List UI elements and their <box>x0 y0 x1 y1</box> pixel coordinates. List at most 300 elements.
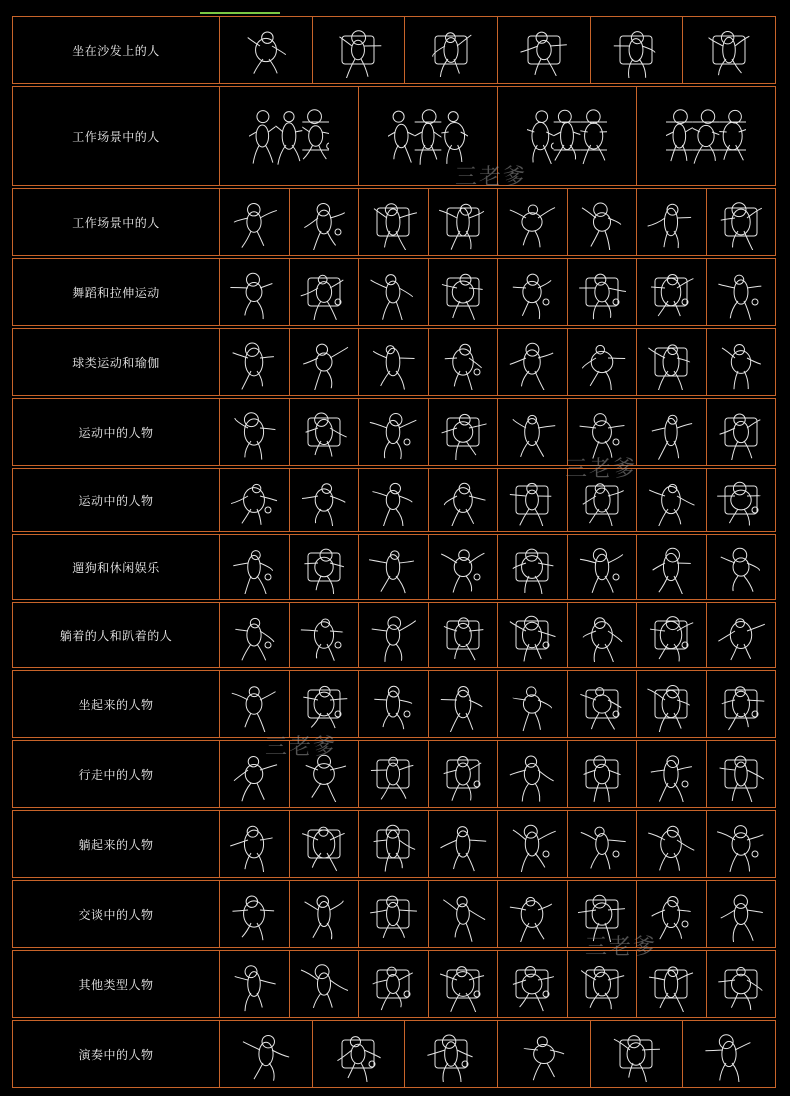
leisure-figure-icon <box>711 540 771 594</box>
desk-group-icon <box>714 110 752 160</box>
talking-figure-icon <box>443 897 485 942</box>
catalog-row <box>12 534 776 600</box>
reclining-figure-icon <box>581 827 626 869</box>
walking-figure-icon <box>711 746 771 802</box>
misc-figure-icon <box>649 967 693 1013</box>
figure-cell <box>428 328 499 396</box>
desk-group-icon <box>666 92 746 180</box>
reclining-figure-icon <box>294 816 354 872</box>
figure-cell <box>497 534 568 600</box>
figure-cell <box>358 880 429 948</box>
catalog-row <box>12 398 776 466</box>
seated-figure-icon <box>375 686 412 729</box>
desk-figure-icon <box>582 203 621 251</box>
catalog-row <box>12 1020 776 1088</box>
figure-cell <box>706 188 777 256</box>
lying-figure-icon <box>711 608 771 662</box>
figure-cell <box>312 1020 406 1088</box>
figure-cell <box>428 602 499 668</box>
figure-cell <box>497 1020 591 1088</box>
desk-group-icon <box>388 92 468 180</box>
sport-figure-icon <box>711 474 771 526</box>
sport-figure-icon <box>510 483 551 526</box>
seated-figure-icon <box>232 687 276 733</box>
figure-cell <box>219 468 290 532</box>
sport-figure-icon <box>225 474 285 526</box>
sport-figure-icon <box>572 404 632 460</box>
yoga-figure-icon <box>294 334 354 390</box>
misc-figure-icon <box>572 956 632 1012</box>
figure-cell <box>219 16 313 84</box>
catalog-row <box>12 16 776 84</box>
musician-figure-icon <box>428 1035 473 1083</box>
figure-cell <box>567 602 638 668</box>
leisure-figure-icon <box>433 540 493 594</box>
reclining-figure-icon <box>302 827 344 871</box>
lying-figure-icon <box>510 616 556 661</box>
misc-figure-icon <box>433 956 493 1012</box>
sport-figure-icon <box>583 484 624 529</box>
desk-figure-icon <box>711 194 771 250</box>
dance-figure-icon <box>442 274 483 320</box>
musician-figure-icon <box>318 1026 398 1082</box>
musician-figure-icon <box>243 1035 289 1080</box>
reclining-figure-icon <box>364 816 424 872</box>
sport-figure-icon <box>649 484 694 526</box>
reclining-figure-icon <box>230 826 272 873</box>
desk-group-icon <box>657 110 700 161</box>
talking-figure-icon <box>572 886 632 942</box>
figure-cell <box>497 950 568 1018</box>
desk-figure-icon <box>304 203 344 250</box>
catalog-row <box>12 468 776 532</box>
seated-figure-icon <box>303 686 347 728</box>
dance-figure-icon <box>433 264 493 320</box>
yoga-figure-icon <box>233 343 274 390</box>
talking-figure-icon <box>642 886 702 942</box>
dance-figure-icon <box>579 274 626 319</box>
leisure-figure-icon <box>225 540 285 594</box>
walking-figure-icon <box>225 746 285 802</box>
sport-figure-icon <box>433 404 493 460</box>
figure-cell <box>428 398 499 466</box>
sport-figure-icon <box>370 414 416 460</box>
talking-figure-icon <box>304 896 343 939</box>
sport-figure-icon <box>444 483 485 527</box>
walking-figure-icon <box>294 746 354 802</box>
reclining-figure-icon <box>503 816 563 872</box>
figure-cell <box>497 810 568 878</box>
lying-figure-icon <box>583 618 622 664</box>
desk-figure-icon <box>648 204 691 248</box>
figure-cell <box>497 258 568 326</box>
lying-figure-icon <box>572 608 632 662</box>
reclining-figure-icon <box>572 816 632 872</box>
sport-figure-icon <box>231 484 277 524</box>
figure-cell <box>567 670 638 738</box>
leisure-figure-icon <box>304 549 344 594</box>
row-label: 球类运动和瑜伽 <box>12 328 220 396</box>
figure-cell <box>590 1020 684 1088</box>
sofa-figure-icon <box>411 22 491 78</box>
sport-figure-icon <box>364 404 424 460</box>
misc-figure-icon <box>711 956 771 1012</box>
catalog-row <box>12 880 776 948</box>
figure-cell <box>567 810 638 878</box>
catalog-row <box>12 258 776 326</box>
figure-cell <box>567 188 638 256</box>
figure-cell <box>497 188 568 256</box>
talking-figure-icon <box>233 896 275 940</box>
walking-figure-icon <box>503 746 563 802</box>
yoga-figure-icon <box>572 334 632 390</box>
sport-figure-icon <box>302 484 345 529</box>
dance-figure-icon <box>572 264 632 320</box>
misc-figure-icon <box>503 956 563 1012</box>
desk-group-icon <box>543 110 588 160</box>
leisure-figure-icon <box>503 540 563 594</box>
dance-figure-icon <box>651 275 693 317</box>
figure-cell <box>636 86 776 186</box>
yoga-figure-icon <box>433 334 493 390</box>
walking-figure-icon <box>651 756 692 803</box>
yoga-figure-icon <box>642 334 702 390</box>
sofa-figure-icon <box>520 32 566 76</box>
desk-figure-icon <box>572 194 632 250</box>
lying-figure-icon <box>372 617 416 662</box>
figure-cell <box>567 950 638 1018</box>
sport-figure-icon <box>503 404 563 460</box>
desk-figure-icon <box>510 205 555 247</box>
leisure-figure-icon <box>642 540 702 594</box>
figure-cell <box>636 328 707 396</box>
misc-figure-icon <box>513 966 554 1011</box>
figure-cell <box>219 1020 313 1088</box>
musician-figure-icon <box>226 1026 306 1082</box>
seated-figure-icon <box>648 686 690 733</box>
dance-figure-icon <box>225 264 285 320</box>
row-label: 躺着的人和趴着的人 <box>12 602 220 668</box>
walking-figure-icon <box>371 757 413 799</box>
figure-cell <box>567 740 638 808</box>
lying-figure-icon <box>294 608 354 662</box>
desk-figure-icon <box>225 194 285 250</box>
talking-figure-icon <box>433 886 493 942</box>
figure-cell <box>219 398 290 466</box>
dance-figure-icon <box>371 275 413 320</box>
figure-cell <box>358 602 429 668</box>
reclining-figure-icon <box>513 825 556 872</box>
figure-cell <box>428 810 499 878</box>
figure-cell <box>706 880 777 948</box>
figure-cell <box>358 810 429 878</box>
dance-figure-icon <box>503 264 563 320</box>
leisure-figure-icon <box>294 540 354 594</box>
catalog-row <box>12 740 776 808</box>
catalog-row <box>12 950 776 1018</box>
sport-figure-icon <box>719 414 760 460</box>
sport-figure-icon <box>373 483 413 528</box>
figure-cell <box>428 258 499 326</box>
figure-cell <box>358 670 429 738</box>
sport-figure-icon <box>441 414 486 460</box>
misc-figure-icon <box>364 956 424 1012</box>
misc-figure-icon <box>581 967 624 1010</box>
figure-cell <box>219 534 290 600</box>
figure-cell <box>219 950 290 1018</box>
catalog-row <box>12 810 776 878</box>
dance-figure-icon <box>294 264 354 320</box>
sport-figure-icon <box>364 474 424 526</box>
desk-figure-icon <box>234 203 277 247</box>
figure-cell <box>706 602 777 668</box>
talking-figure-icon <box>225 886 285 942</box>
walking-figure-icon <box>572 746 632 802</box>
figure-cell <box>358 86 498 186</box>
figure-cell <box>289 398 360 466</box>
figure-cell <box>497 328 568 396</box>
figure-cell <box>636 740 707 808</box>
desk-figure-icon <box>294 194 354 250</box>
sport-figure-icon <box>642 474 702 526</box>
figure-cell <box>567 880 638 948</box>
figure-cell <box>636 880 707 948</box>
figure-cell <box>636 602 707 668</box>
sport-figure-icon <box>652 415 692 459</box>
yoga-figure-icon <box>364 334 424 390</box>
desk-figure-icon <box>374 204 417 251</box>
row-label: 运动中的人物 <box>12 398 220 466</box>
figure-cell <box>706 670 777 738</box>
dance-figure-icon <box>300 275 343 321</box>
talking-figure-icon <box>503 886 563 942</box>
sport-figure-icon <box>513 415 555 457</box>
leisure-figure-icon <box>234 551 273 595</box>
catalog-row <box>12 602 776 668</box>
watermark: 三老爹 <box>455 165 528 190</box>
figure-cell <box>706 740 777 808</box>
figure-cell <box>289 188 360 256</box>
yoga-figure-icon <box>582 345 625 390</box>
watermark: 三老爹 <box>585 935 658 960</box>
figure-cell <box>567 328 638 396</box>
figure-cell <box>567 534 638 600</box>
desk-figure-icon <box>642 194 702 250</box>
catalog-row <box>12 188 776 256</box>
reclining-figure-icon <box>711 816 771 872</box>
figure-cell <box>358 534 429 600</box>
figure-cell <box>706 468 777 532</box>
figure-cell <box>497 740 568 808</box>
figure-cell <box>428 950 499 1018</box>
row-label: 遛狗和休闲娱乐 <box>12 534 220 600</box>
figure-cell <box>358 950 429 1018</box>
desk-figure-icon <box>503 194 563 250</box>
figure-cell <box>428 880 499 948</box>
desk-group-icon <box>240 111 283 164</box>
figure-cell <box>636 534 707 600</box>
lying-figure-icon <box>650 617 693 662</box>
seated-figure-icon <box>711 676 771 732</box>
row-label: 坐在沙发上的人 <box>12 16 220 84</box>
seated-figure-icon <box>294 676 354 732</box>
row-label: 行走中的人物 <box>12 740 220 808</box>
misc-figure-icon <box>440 967 484 1013</box>
lying-figure-icon <box>433 608 493 662</box>
walking-figure-icon <box>510 756 554 802</box>
sofa-figure-icon <box>248 32 286 74</box>
figure-cell <box>497 16 591 84</box>
musician-figure-icon <box>596 1026 676 1082</box>
talking-figure-icon <box>364 886 424 942</box>
row-label: 其他类型人物 <box>12 950 220 1018</box>
row-label: 坐起来的人物 <box>12 670 220 738</box>
walking-figure-icon <box>433 746 493 802</box>
row-label: 工作场景中的人 <box>12 188 220 256</box>
sport-figure-icon <box>235 413 276 460</box>
sofa-figure-icon <box>433 33 472 77</box>
desk-group-icon <box>682 110 729 164</box>
lying-figure-icon <box>718 619 764 660</box>
lying-figure-icon <box>444 618 483 660</box>
seated-figure-icon <box>642 676 702 732</box>
figure-cell <box>497 670 568 738</box>
seated-figure-icon <box>722 687 764 730</box>
figure-cell <box>567 258 638 326</box>
misc-figure-icon <box>373 967 413 1010</box>
figure-cell <box>497 880 568 948</box>
yoga-figure-icon <box>303 344 348 391</box>
figure-cell <box>219 86 359 186</box>
lying-figure-icon <box>364 608 424 662</box>
figure-cell <box>289 950 360 1018</box>
dance-figure-icon <box>364 264 424 320</box>
reclining-figure-icon <box>433 816 493 872</box>
figure-cell <box>636 950 707 1018</box>
musician-figure-icon <box>706 1035 751 1082</box>
row-label: 躺起来的人物 <box>12 810 220 878</box>
figure-cell <box>428 188 499 256</box>
figure-cell <box>567 398 638 466</box>
walking-figure-icon <box>642 746 702 802</box>
figure-cell <box>289 602 360 668</box>
figure-cell <box>219 670 290 738</box>
sport-figure-icon <box>225 404 285 460</box>
yoga-figure-icon <box>510 343 553 391</box>
reclining-figure-icon <box>648 826 694 870</box>
sport-figure-icon <box>717 482 760 525</box>
seated-figure-icon <box>572 676 632 732</box>
figure-cell <box>358 188 429 256</box>
watermark: 三老爹 <box>565 457 638 482</box>
musician-figure-icon <box>689 1026 769 1082</box>
figure-cell <box>219 740 290 808</box>
seated-figure-icon <box>364 676 424 732</box>
figure-cell <box>590 16 684 84</box>
dance-figure-icon <box>513 274 551 319</box>
yoga-figure-icon <box>722 345 761 390</box>
misc-figure-icon <box>718 967 762 1010</box>
leisure-figure-icon <box>580 549 623 593</box>
musician-figure-icon <box>411 1026 491 1082</box>
sport-figure-icon <box>503 474 563 526</box>
figure-cell <box>289 810 360 878</box>
reclining-figure-icon <box>440 827 486 871</box>
yoga-figure-icon <box>503 334 563 390</box>
figure-cell <box>682 1020 776 1088</box>
seated-figure-icon <box>433 676 493 732</box>
figure-cell <box>428 534 499 600</box>
figure-cell <box>636 258 707 326</box>
row-label: 交谈中的人物 <box>12 880 220 948</box>
figure-cell <box>358 328 429 396</box>
dance-figure-icon <box>231 273 273 319</box>
misc-figure-icon <box>294 956 354 1012</box>
desk-group-icon <box>249 92 329 180</box>
figure-cell <box>706 258 777 326</box>
catalog-row <box>12 328 776 396</box>
musician-figure-icon <box>504 1026 584 1082</box>
desk-group-icon <box>431 112 474 164</box>
dance-figure-icon <box>718 275 761 320</box>
talking-figure-icon <box>711 886 771 942</box>
lying-figure-icon <box>301 619 343 661</box>
leisure-figure-icon <box>364 540 424 594</box>
sofa-figure-icon <box>504 22 584 78</box>
figure-cell <box>706 534 777 600</box>
figure-cell <box>706 950 777 1018</box>
walking-figure-icon <box>364 746 424 802</box>
figure-cell <box>682 16 776 84</box>
figure-cell <box>497 398 568 466</box>
catalog-row <box>12 86 776 186</box>
figure-cell <box>636 188 707 256</box>
figure-cell <box>497 468 568 532</box>
dance-figure-icon <box>642 264 702 320</box>
figure-cell <box>404 16 498 84</box>
figure-cell <box>289 328 360 396</box>
figure-cell <box>636 468 707 532</box>
lying-figure-icon <box>225 608 285 662</box>
sport-figure-icon <box>433 474 493 526</box>
lying-figure-icon <box>642 608 702 662</box>
desk-group-icon <box>294 110 338 159</box>
dance-figure-icon <box>711 264 771 320</box>
misc-figure-icon <box>235 966 276 1011</box>
walking-figure-icon <box>443 757 481 801</box>
figure-cell <box>289 534 360 600</box>
sport-figure-icon <box>642 404 702 460</box>
sofa-figure-icon <box>226 22 306 78</box>
figure-cell <box>636 810 707 878</box>
sofa-figure-icon <box>318 22 398 78</box>
seated-figure-icon <box>441 686 482 732</box>
leisure-figure-icon <box>441 550 484 593</box>
figure-cell <box>289 740 360 808</box>
figure-cell <box>219 188 290 256</box>
seated-figure-icon <box>513 687 552 731</box>
watermark: 三老爹 <box>265 735 338 760</box>
sport-figure-icon <box>711 404 771 460</box>
figure-cell <box>219 328 290 396</box>
desk-group-icon <box>409 110 449 165</box>
figure-cell <box>497 86 637 186</box>
leisure-figure-icon <box>653 548 691 595</box>
musician-figure-icon <box>338 1037 381 1082</box>
figure-cell <box>358 398 429 466</box>
leisure-figure-icon <box>721 548 760 591</box>
misc-figure-icon <box>301 965 348 1008</box>
